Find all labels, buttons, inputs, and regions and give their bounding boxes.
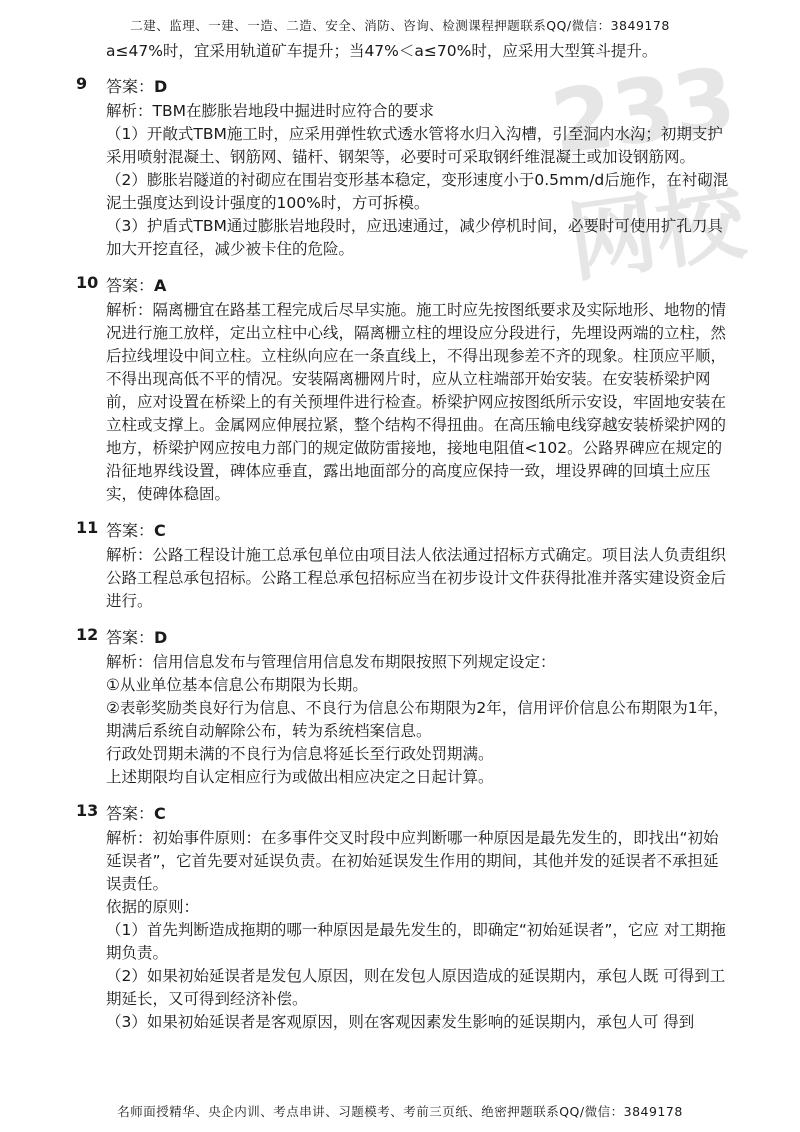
explanation-paragraph: 解析：公路工程设计施工总承包单位由项目法人依法通过招标方式确定。项目法人负责组织公路工程总承包招标。公路工程总承包招标应当在初步设计文件获得批准并落实建设资金后进行。 bbox=[106, 546, 727, 610]
question-header bbox=[0, 72, 800, 100]
question-block bbox=[0, 72, 800, 261]
question-number: 12 bbox=[76, 625, 99, 644]
question-number: 11 bbox=[76, 518, 99, 537]
page-footer: 名师面授精华、央企内训、考点串讲、习题模考、考前三页纸、绝密押题联系QQ/微信：3849178 bbox=[117, 1104, 683, 1119]
answer-line bbox=[106, 518, 166, 541]
question-block bbox=[0, 623, 800, 789]
question-block bbox=[0, 516, 800, 613]
explanation-paragraph: （3）护盾式TBM通过膨胀岩地段时，应迅速通过，减少停机时间，必要时可使用扩孔刀具加大开挖直径，减少被卡住的危险。 bbox=[106, 217, 723, 258]
explanation-paragraph: 解析：隔离栅宜在路基工程完成后尽早实施。施工时应先按图纸要求及实际地形、地物的情况进行施工放样，定出立柱中心线，隔离栅立柱的埋设应分段进行，先埋设两端的立柱，然后拉线埋设中间立柱。立柱纵向应在一条直线上，不得出现参差不齐的现象。柱顶应平顺，不得出现高低不平的情况。安装隔离栅网片时，应从立柱端部开始安装。在安装桥梁护网前，应对设置在桥梁上的有关预埋件进行检查。桥梁护网应按图纸所示安设，牢固地安装在立柱或支撑上。金属网应伸展拉紧，整个结构不得扭曲。在高压输电线穿越安装桥梁护网的地方，桥梁护网应按电力部门的规定做防雷接地，接地电阻值<102。公路界碑应在规定的沿征地界线设置，碑体应垂直，露出地面部分的高度应保持一致，埋设界碑的回填土应压实，使碑体稳固。 bbox=[106, 301, 727, 503]
question-block bbox=[0, 799, 800, 1034]
explanation bbox=[106, 299, 730, 506]
answer-label: 答案： bbox=[106, 77, 155, 96]
explanation bbox=[106, 544, 730, 613]
answer-label: 答案： bbox=[106, 521, 155, 540]
question-number: 9 bbox=[76, 74, 88, 93]
question-header bbox=[0, 516, 800, 544]
answer-label: 答案： bbox=[106, 628, 155, 647]
answer-value: A bbox=[154, 276, 167, 295]
answer-value: D bbox=[154, 77, 168, 96]
explanation-paragraph: （1）开敞式TBM施工时，应采用弹性软式透水管将水归入沟槽，引至洞内水沟；初期支护采用喷射混凝土、钢筋网、锚杆、钢架等，必要时可采取钢纤维混凝土或加设钢筋网。 bbox=[106, 125, 723, 166]
explanation-paragraph: 依据的原则： bbox=[106, 898, 200, 916]
explanation-paragraph: （2）膨胀岩隧道的衬砌应在围岩变形基本稳定，变形速度小于0.5mm/d后施作，在衬砌混泥土强度达到设计强度的100%时，方可拆模。 bbox=[106, 171, 729, 212]
answer-label: 答案： bbox=[106, 804, 155, 823]
answer-label: 答案： bbox=[106, 276, 155, 295]
answer-line bbox=[106, 625, 167, 648]
answer-line bbox=[106, 801, 166, 824]
explanation-paragraph: （2）如果初始延误者是发包人原因，则在发包人原因造成的延误期内，承包人既 可得到工期延长，又可得到经济补偿。 bbox=[106, 967, 726, 1008]
explanation-paragraph: 解析：信用信息发布与管理信用信息发布期限按照下列规定设定： bbox=[106, 653, 556, 671]
page-header: 二建、监理、一建、一造、二造、安全、消防、咨询、检测课程押题联系QQ/微信：3849178 bbox=[130, 18, 670, 33]
explanation-paragraph: 行政处罚期未满的不良行为信息将延长至行政处罚期满。 bbox=[106, 745, 494, 763]
question-header bbox=[0, 799, 800, 827]
intro-line: a≤47%时，宜采用轨道矿车提升；当47%＜a≤70%时，应采用大型箕斗提升。 bbox=[106, 42, 658, 60]
explanation-paragraph: ②表彰奖励类良好行为信息、不良行为信息公布期限为2年，信用评价信息公布期限为1年，期满后系统自动解除公布，转为系统档案信息。 bbox=[106, 699, 729, 740]
answer-value: D bbox=[154, 628, 168, 647]
question-number: 13 bbox=[76, 801, 99, 820]
explanation-paragraph: ①从业单位基本信息公布期限为长期。 bbox=[106, 676, 368, 694]
watermark: 233网校 bbox=[545, 47, 751, 295]
question-number: 10 bbox=[76, 273, 99, 292]
explanation-paragraph: （3）如果初始延误者是客观原因，则在客观因素发生影响的延误期内，承包人可 得到 bbox=[106, 1013, 695, 1031]
explanation bbox=[106, 827, 730, 1034]
answer-value: C bbox=[154, 804, 166, 823]
explanation-paragraph: 解析：初始事件原则：在多事件交叉时段中应判断哪一种原因是最先发生的，即找出“初始延误者”，它首先要对延误负责。在初始延误发生作用的期间，其他并发的延误者不承担延误责任。 bbox=[106, 829, 719, 893]
explanation-paragraph: （1）首先判断造成拖期的哪一种原因是最先发生的，即确定“初始延误者”，它应 对工期拖期负责。 bbox=[106, 921, 726, 962]
answer-line bbox=[106, 273, 166, 296]
question-header bbox=[0, 271, 800, 299]
answer-line bbox=[106, 74, 167, 97]
explanation-paragraph: 解析：TBM在膨胀岩地段中掘进时应符合的要求 bbox=[106, 102, 434, 120]
document-body bbox=[0, 40, 800, 1034]
explanation bbox=[106, 100, 730, 261]
explanation bbox=[106, 651, 730, 789]
question-header bbox=[0, 623, 800, 651]
answer-value: C bbox=[154, 521, 166, 540]
question-list bbox=[0, 72, 800, 1034]
question-block bbox=[0, 271, 800, 506]
explanation-paragraph: 上述期限均自认定相应行为或做出相应决定之日起计算。 bbox=[106, 768, 494, 786]
